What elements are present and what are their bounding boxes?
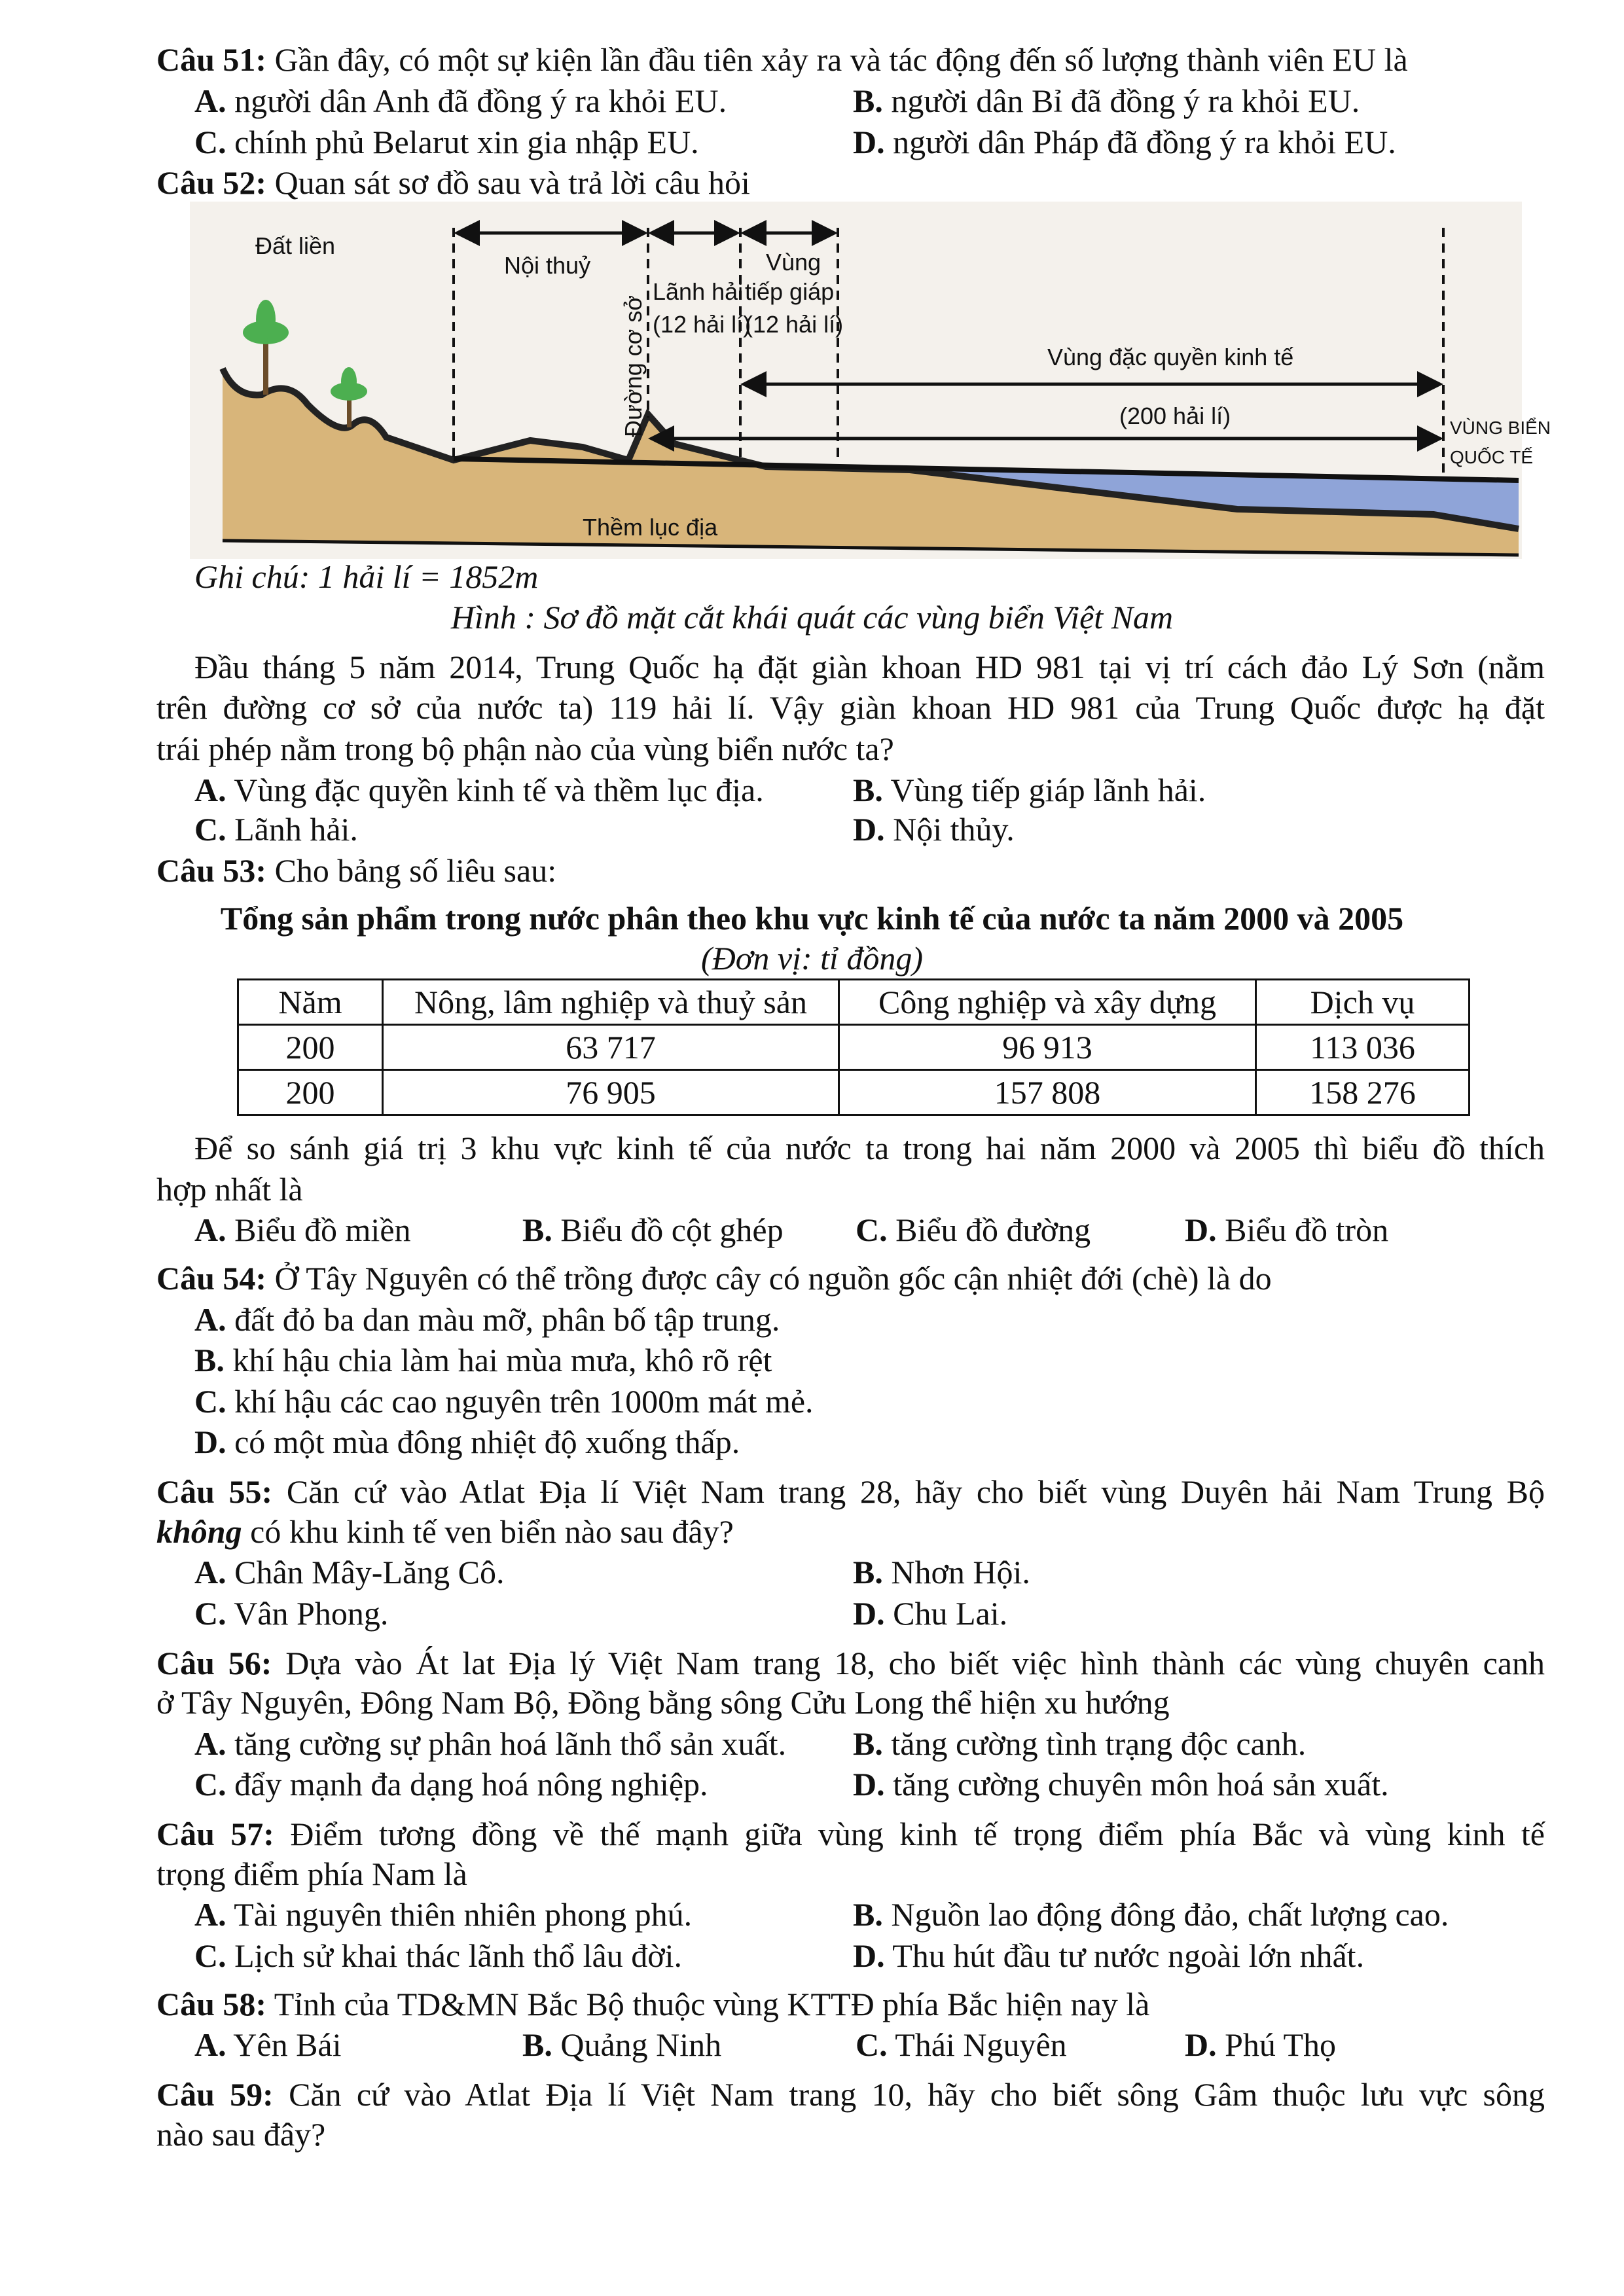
option-d <box>853 1764 1389 1804</box>
option-text: Quảng Ninh <box>560 2026 722 2063</box>
option-letter: C. <box>194 1766 226 1803</box>
option-letter: A. <box>194 1896 226 1933</box>
option-letter: B. <box>853 1554 883 1590</box>
header-cell: Dịch vụ <box>1256 980 1470 1025</box>
option-c <box>194 1764 708 1804</box>
question-56 <box>156 1643 1545 1683</box>
option-text: có một mùa đông nhiệt độ xuống thấp. <box>234 1424 740 1460</box>
option-text: Thu hút đầu tư nước ngoài lớn nhất. <box>892 1937 1365 1974</box>
question-55-cont <box>156 1511 734 1552</box>
option-b <box>194 1340 772 1380</box>
paragraph-line: Để so sánh giá trị 3 khu vực kinh tế của nước ta trong hai năm 2000 và 2005 thì biểu đồ thích <box>194 1130 1545 1166</box>
label-eez-dist: (200 hải lí) <box>1119 403 1231 429</box>
option-text: người dân Pháp đã đồng ý ra khỏi EU. <box>893 124 1396 160</box>
label-lanh-hai-dist: (12 hải lí) <box>653 311 751 338</box>
option-letter: B. <box>853 1725 883 1762</box>
option-c <box>194 1381 814 1422</box>
question-text: Tỉnh của TD&MN Bắc Bộ thuộc vùng KTTĐ phía Bắc hiện nay là <box>274 1986 1150 2022</box>
option-b <box>853 1552 1030 1592</box>
cell: 200 <box>238 1025 383 1070</box>
option-letter: C. <box>194 124 226 160</box>
question-label: Câu 52: <box>156 164 267 201</box>
option-d <box>853 1935 1364 1976</box>
option-text: Biểu đồ miền <box>234 1211 411 1248</box>
question-label: Câu 58: <box>156 1986 267 2022</box>
option-c <box>194 1935 682 1976</box>
question-57 <box>156 1814 1545 1854</box>
header-cell: Năm <box>238 980 383 1025</box>
option-text: Chu Lai. <box>893 1595 1008 1632</box>
question-text: Quan sát sơ đồ sau và trả lời câu hỏi <box>274 164 750 201</box>
option-text: Lịch sử khai thác lãnh thổ lâu đời. <box>234 1937 683 1974</box>
question-label: Câu 51: <box>156 41 267 78</box>
header-cell: Công nghiệp và xây dựng <box>839 980 1256 1025</box>
question-text: Gần đây, có một sự kiện lần đầu tiên xảy ra và tác động đến số lượng thành viên EU là <box>274 41 1408 78</box>
cell: 113 036 <box>1256 1025 1470 1070</box>
option-letter: A. <box>194 1554 226 1590</box>
cell: 63 717 <box>383 1025 839 1070</box>
option-b <box>853 81 1360 121</box>
option-text: người dân Bỉ đã đồng ý ra khỏi EU. <box>891 82 1360 119</box>
option-letter: C. <box>194 1937 226 1974</box>
option-letter: B. <box>853 772 883 808</box>
option-b <box>522 1210 784 1250</box>
option-letter: B. <box>853 1896 883 1933</box>
option-text: tăng cường chuyên môn hoá sản xuất. <box>893 1766 1389 1803</box>
option-text: Yên Bái <box>233 2026 342 2063</box>
option-d <box>1185 2024 1336 2065</box>
option-letter: A. <box>194 82 226 119</box>
option-d <box>853 1593 1007 1634</box>
diagram-caption: Hình : Sơ đồ mặt cắt khái quát các vùng biển Việt Nam <box>450 599 1174 636</box>
question-text: có khu kinh tế ven biển nào sau đây? <box>250 1513 734 1550</box>
label-tiep-giap-2: tiếp giáp <box>745 278 835 305</box>
data-table <box>237 978 1470 1116</box>
header-cell: Nông, lâm nghiệp và thuỷ sản <box>383 980 839 1025</box>
question-text-cont: trọng điểm phía Nam là <box>156 1856 467 1892</box>
zone-boundaries <box>454 228 1443 480</box>
question-text: Căn cứ vào Atlat Địa lí Việt Nam trang 28, hãy cho biết vùng Duyên hải Nam Trung Bộ <box>286 1473 1545 1510</box>
table-header-row <box>238 980 1470 1025</box>
option-a <box>194 81 727 121</box>
cell: 76 905 <box>383 1070 839 1115</box>
option-text: Biểu đồ tròn <box>1225 1211 1389 1248</box>
label-tiep-giap: Vùng <box>766 249 821 276</box>
question-text: Điểm tương đồng về thế mạnh giữa vùng kinh tế trọng điểm phía Bắc và vùng kinh tế <box>290 1816 1545 1852</box>
option-text: Biểu đồ đường <box>895 1211 1091 1248</box>
option-text: chính phủ Belarut xin gia nhập EU. <box>234 124 699 160</box>
cell: 96 913 <box>839 1025 1256 1070</box>
question-51 <box>156 39 1408 80</box>
zone-arrows <box>457 233 1440 439</box>
question-58 <box>156 1984 1149 2024</box>
option-c <box>194 122 699 162</box>
question-text: Căn cứ vào Atlat Địa lí Việt Nam trang 10, hãy cho biết sông Gâm thuộc lưu vực sông <box>289 2076 1545 2113</box>
option-letter: B. <box>853 82 883 119</box>
diagram-note: Ghi chú: 1 hải lí = 1852m <box>194 558 539 595</box>
table-unit: (Đơn vị: tỉ đồng) <box>700 940 924 977</box>
question-label: Câu 56: <box>156 1645 272 1681</box>
option-b <box>853 770 1206 810</box>
label-intl-waters: VÙNG BIỂN <box>1450 418 1551 438</box>
option-c <box>194 809 358 850</box>
cell: 157 808 <box>839 1070 1256 1115</box>
table-title: Tổng sản phẩm trong nước phân theo khu vực kinh tế của nước ta năm 2000 và 2005 <box>220 900 1404 937</box>
option-a <box>194 1210 411 1250</box>
palm-tree-icon <box>243 300 289 395</box>
option-text: tăng cường sự phân hoá lãnh thổ sản xuất. <box>234 1725 787 1762</box>
option-text: đất đỏ ba dan màu mỡ, phân bố tập trung. <box>234 1301 780 1338</box>
table-row <box>238 1070 1470 1115</box>
option-text: Nội thủy. <box>893 811 1015 848</box>
option-b <box>853 1894 1449 1935</box>
paragraph-line: trái phép nằm trong bộ phận nào của vùng biển nước ta? <box>156 730 894 767</box>
option-a <box>194 1723 786 1764</box>
option-letter: C. <box>856 1211 888 1248</box>
land-ground <box>223 368 1519 555</box>
label-intl-waters-2: QUỐC TẾ <box>1450 447 1534 467</box>
option-d <box>853 122 1396 162</box>
option-a <box>194 2024 342 2065</box>
paragraph-line: trên đường cơ sở của nước ta) 119 hải lí. Vậy giàn khoan HD 981 của Trung Quốc được hạ đặt <box>156 689 1545 726</box>
question-label: Câu 55: <box>156 1473 273 1510</box>
cell: 158 276 <box>1256 1070 1470 1115</box>
label-them-luc-dia: Thềm lục địa <box>583 514 718 541</box>
question-text-cont: nào sau đây? <box>156 2116 326 2153</box>
question-54 <box>156 1258 1272 1299</box>
option-letter: C. <box>194 811 226 848</box>
option-text: khí hậu chia làm hai mùa mưa, khô rõ rệt <box>232 1342 772 1378</box>
option-text: Phú Thọ <box>1225 2026 1337 2063</box>
option-a <box>194 1552 505 1592</box>
option-d <box>1185 1210 1388 1250</box>
option-letter: C. <box>194 1595 226 1632</box>
option-c <box>856 2024 1067 2065</box>
option-letter: B. <box>522 1211 552 1248</box>
emphasis-text: không <box>156 1513 242 1550</box>
option-text: khí hậu các cao nguyên trên 1000m mát mẻ. <box>234 1383 814 1420</box>
option-text: Vùng tiếp giáp lãnh hải. <box>890 772 1206 808</box>
option-text: tăng cường tình trạng độc canh. <box>891 1725 1307 1762</box>
option-c <box>856 1210 1091 1250</box>
table-row <box>238 1025 1470 1070</box>
option-letter: B. <box>194 1342 225 1378</box>
label-duong-co-so: Đường cơ sở <box>620 295 647 437</box>
option-text: Nguồn lao động đông đảo, chất lượng cao. <box>891 1896 1449 1933</box>
label-eez: Vùng đặc quyền kinh tế <box>1047 344 1294 370</box>
question-52 <box>156 162 750 203</box>
label-dat-lien: Đất liền <box>255 232 336 259</box>
question-label: Câu 54: <box>156 1260 267 1297</box>
question-label: Câu 57: <box>156 1816 274 1852</box>
option-text: Tài nguyên thiên nhiên phong phú. <box>234 1896 693 1933</box>
option-a <box>194 770 764 810</box>
option-letter: A. <box>194 1301 226 1338</box>
option-letter: D. <box>194 1424 226 1460</box>
option-letter: C. <box>194 1383 226 1420</box>
question-label: Câu 59: <box>156 2076 274 2113</box>
option-text: Chân Mây-Lăng Cô. <box>234 1554 505 1590</box>
paragraph-line: Đầu tháng 5 năm 2014, Trung Quốc hạ đặt giàn khoan HD 981 tại vị trí cách đảo Lý Sơn (nằm <box>194 649 1545 685</box>
option-text: Vùng đặc quyền kinh tế và thềm lục địa. <box>234 772 764 808</box>
question-59 <box>156 2074 1545 2115</box>
option-letter: D. <box>1185 1211 1217 1248</box>
option-a <box>194 1894 692 1935</box>
option-d <box>194 1422 740 1462</box>
option-letter: A. <box>194 2026 226 2063</box>
option-letter: B. <box>522 2026 552 2063</box>
option-text: Biểu đồ cột ghép <box>560 1211 784 1248</box>
option-letter: D. <box>853 1595 885 1632</box>
option-b <box>853 1723 1306 1764</box>
paragraph-line: hợp nhất là <box>156 1171 303 1208</box>
label-lanh-hai: Lãnh hải <box>653 278 744 305</box>
option-letter: D. <box>853 124 885 160</box>
question-text: Dựa vào Át lat Địa lý Việt Nam trang 18, cho biết việc hình thành các vùng chuyên canh <box>285 1645 1545 1681</box>
question-text: Ở Tây Nguyên có thể trồng được cây có nguồn gốc cận nhiệt đới (chè) là do <box>274 1260 1272 1297</box>
option-text: đẩy mạnh đa dạng hoá nông nghiệp. <box>234 1766 708 1803</box>
sea-zones-diagram <box>190 202 1551 559</box>
question-53 <box>156 850 556 891</box>
option-text: Vân Phong. <box>234 1595 389 1632</box>
question-55 <box>156 1471 1545 1512</box>
cell: 200 <box>238 1070 383 1115</box>
option-letter: A. <box>194 772 226 808</box>
option-letter: A. <box>194 1725 226 1762</box>
option-text: người dân Anh đã đồng ý ra khỏi EU. <box>234 82 727 119</box>
option-letter: A. <box>194 1211 226 1248</box>
label-noi-thuy: Nội thuỷ <box>504 252 591 279</box>
option-letter: D. <box>853 811 885 848</box>
option-letter: D. <box>1185 2026 1217 2063</box>
option-letter: C. <box>856 2026 888 2063</box>
question-text-cont: ở Tây Nguyên, Đông Nam Bộ, Đồng bằng sông Cửu Long thể hiện xu hướng <box>156 1684 1170 1721</box>
option-text: Thái Nguyên <box>895 2026 1067 2063</box>
option-b <box>522 2024 721 2065</box>
option-letter: D. <box>853 1937 885 1974</box>
option-letter: D. <box>853 1766 885 1803</box>
option-a <box>194 1299 780 1340</box>
option-c <box>194 1593 388 1634</box>
label-tiep-giap-dist: (12 hải lí) <box>745 311 844 338</box>
question-text: Cho bảng số liêu sau: <box>274 852 557 889</box>
question-label: Câu 53: <box>156 852 267 889</box>
option-text: Lãnh hải. <box>234 811 358 848</box>
option-d <box>853 809 1015 850</box>
option-text: Nhơn Hội. <box>891 1554 1030 1590</box>
